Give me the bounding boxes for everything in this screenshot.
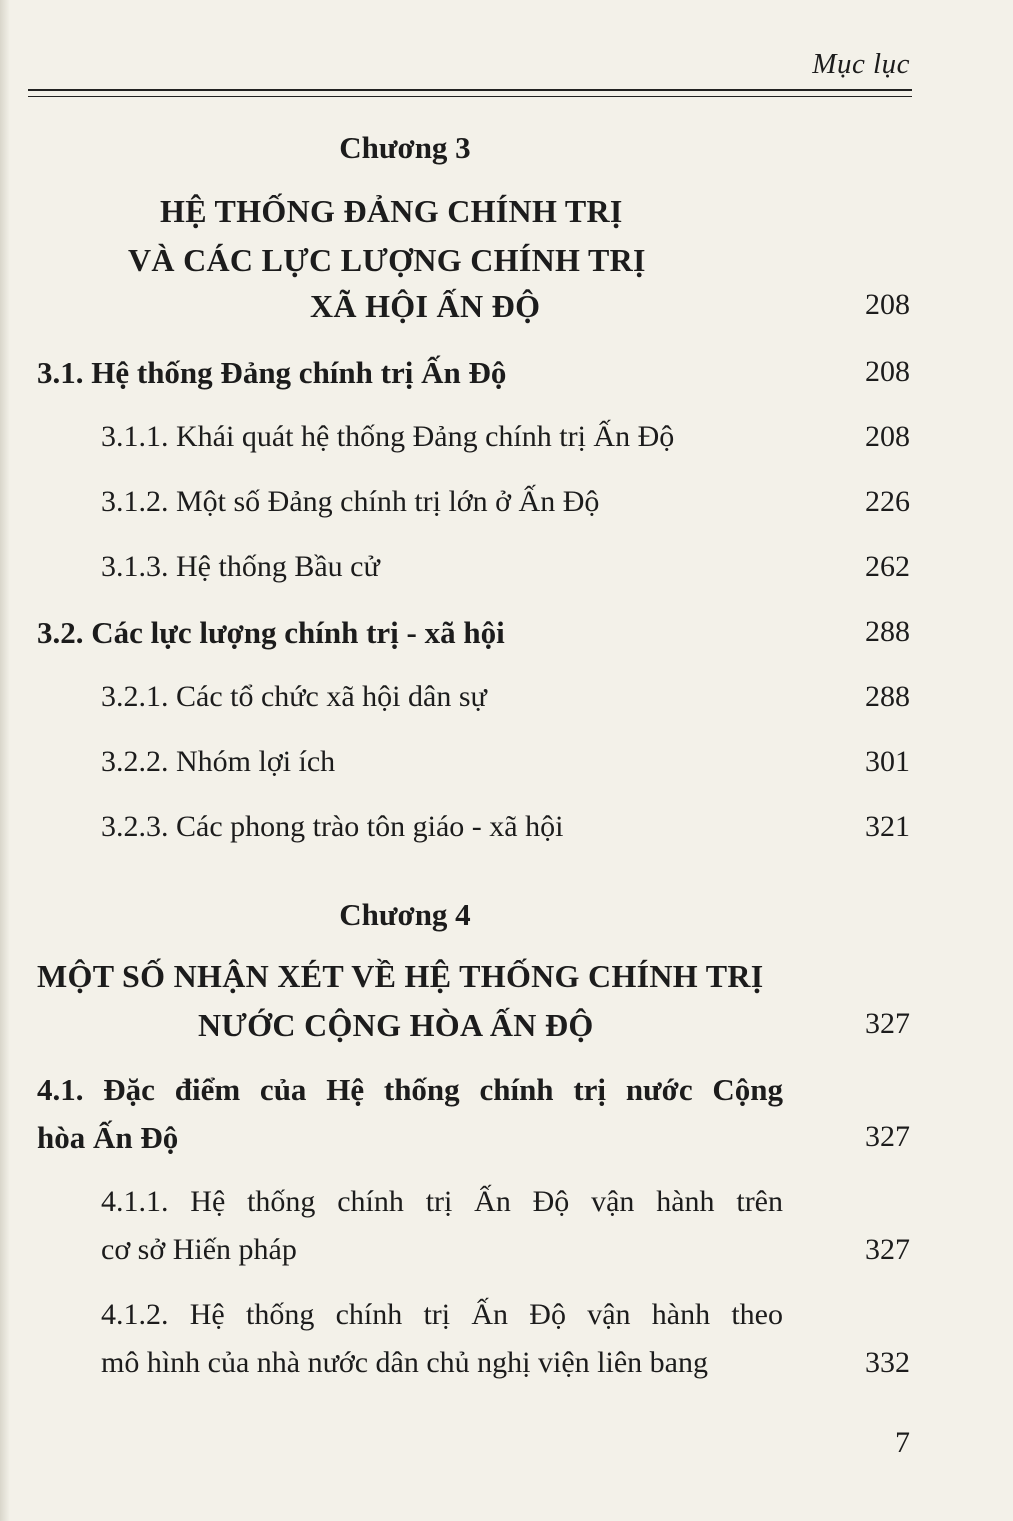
toc-entry-3-2-3: 3.2.3. Các phong trào tôn giáo - xã hội xyxy=(101,810,564,843)
toc-entry-4-1-2-line-2: mô hình của nhà nước dân chủ nghị viện liên bang xyxy=(101,1346,708,1379)
toc-entry-4-1-1-line-1: 4.1.1. Hệ thống chính trị Ấn Độ vận hành trên xyxy=(101,1185,783,1218)
toc-page-3-2-2: 301 xyxy=(865,745,910,778)
toc-entry-3-1-3: 3.1.3. Hệ thống Bầu cử xyxy=(101,550,380,583)
toc-entry-3-2-2: 3.2.2. Nhóm lợi ích xyxy=(101,745,336,778)
chapter-3-title-line-3: XÃ HỘI ẤN ĐỘ xyxy=(310,288,541,324)
header-rule-thin xyxy=(28,96,912,97)
toc-entry-4-1-2-line-1: 4.1.2. Hệ thống chính trị Ấn Độ vận hành theo xyxy=(101,1298,783,1331)
chapter-3-page: 208 xyxy=(865,288,910,321)
toc-entry-3-1: 3.1. Hệ thống Đảng chính trị Ấn Độ xyxy=(37,355,507,390)
toc-page-3-1-2: 226 xyxy=(865,485,910,518)
chapter-4-page: 327 xyxy=(865,1007,910,1040)
chapter-3-title-line-2: VÀ CÁC LỰC LƯỢNG CHÍNH TRỊ xyxy=(128,242,646,278)
toc-page-3-2-1: 288 xyxy=(865,680,910,713)
chapter-4-title-line-1: MỘT SỐ NHẬN XÉT VỀ HỆ THỐNG CHÍNH TRỊ xyxy=(37,958,764,994)
header-rule-thick xyxy=(28,89,912,91)
toc-entry-4-1-1-line-2: cơ sở Hiến pháp xyxy=(101,1233,297,1266)
toc-page-3-2-3: 321 xyxy=(865,810,910,843)
toc-page-3-2: 288 xyxy=(865,615,910,648)
toc-page-4-1-1: 327 xyxy=(865,1233,910,1266)
chapter-4-label: Chương 4 xyxy=(339,897,471,932)
chapter-3-label: Chương 3 xyxy=(339,130,471,165)
page-number: 7 xyxy=(895,1426,910,1459)
toc-entry-3-1-2: 3.1.2. Một số Đảng chính trị lớn ở Ấn Độ xyxy=(101,485,600,518)
toc-page-3-1: 208 xyxy=(865,355,910,388)
toc-entry-3-2-1: 3.2.1. Các tổ chức xã hội dân sự xyxy=(101,680,487,713)
running-header: Mục lục xyxy=(812,48,910,80)
toc-page-4-1: 327 xyxy=(865,1120,910,1153)
chapter-3-title-line-1: HỆ THỐNG ĐẢNG CHÍNH TRỊ xyxy=(160,193,623,229)
toc-page-3-1-1: 208 xyxy=(865,420,910,453)
chapter-4-title-line-2: NƯỚC CỘNG HÒA ẤN ĐỘ xyxy=(198,1007,594,1043)
toc-page-4-1-2: 332 xyxy=(865,1346,910,1379)
toc-page-3-1-3: 262 xyxy=(865,550,910,583)
toc-entry-4-1-line-1: 4.1. Đặc điểm của Hệ thống chính trị nước Cộng xyxy=(37,1072,783,1107)
toc-entry-3-1-1: 3.1.1. Khái quát hệ thống Đảng chính trị Ấn Độ xyxy=(101,420,675,453)
toc-entry-3-2: 3.2. Các lực lượng chính trị - xã hội xyxy=(37,615,505,650)
toc-entry-4-1-line-2: hòa Ấn Độ xyxy=(37,1120,179,1155)
page-edge-shadow xyxy=(0,0,10,1521)
